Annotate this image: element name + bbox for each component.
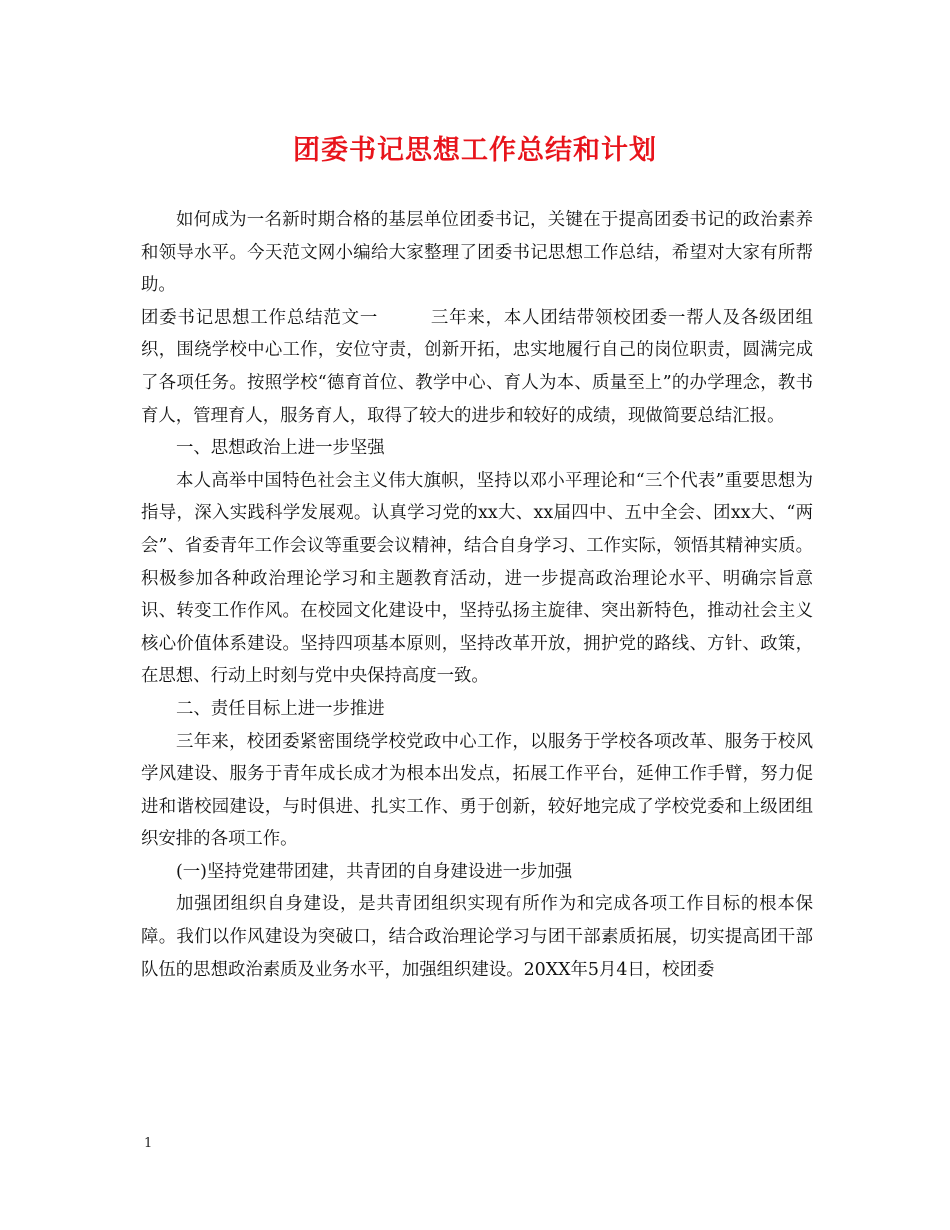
sample-paragraph (141, 302, 813, 432)
intro-paragraph: 如何成为一名新时期合格的基层单位团委书记，关键在于提高团委书记的政治素养和领导水平。今天范文网小编给大家整理了团委书记思想工作总结，希望对大家有所帮助。 (141, 210, 813, 296)
section-2-paragraph: 三年来，校团委紧密围绕学校党政中心工作，以服务于学校各项改革、服务于校风学风建设、服务于青年成长成才为根本出发点，拓展工作平台，延伸工作手臂，努力促进和谐校园建设，与时俱进、扎实工作、勇于创新，较好地完成了学校党委和上级团组织安排的各项工作。 (141, 731, 813, 850)
section-heading-1: 一、思想政治上进一步坚强 (176, 438, 385, 459)
section-1-paragraph: 本人高举中国特色社会主义伟大旗帜，坚持以邓小平理论和“三个代表”重要思想为指导，深入实践科学发展观。认真学习党的xx大、xx届四中、五中全会、团xx大、“两会”、省委青年工作会议等重要会议精神，结合自身学习、工作实际，领悟其精神实质。积极参加各种政治理论学习和主题教育活动，进一步提高政治理论水平、明确宗旨意识、转变工作作风。在校园文化建设中，坚持弘扬主旋律、突出新特色，推动社会主义核心价值体系建设。坚持四项基本原则，坚持改革开放，拥护党的路线、方针、政策，在思想、行动上时刻与党中央保持高度一致。 (141, 470, 813, 687)
subsection-1-paragraph: 加强团组织自身建设，是共青团组织实现有所作为和完成各项工作目标的根本保障。我们以作风建设为突破口，结合政治理论学习与团干部素质拓展，切实提高团干部队伍的思想政治素质及业务水平，加强组织建设。20XX年5月4日，校团委 (141, 894, 813, 980)
sample-paragraph-text: 三年来，本人团结带领校团委一帮人及各级团组织，围绕学校中心工作，安位守责，创新开拓，忠实地履行自己的岗位职责，圆满完成了各项任务。按照学校“德育首位、教学中心、育人为本、质量至上”的办学理念，教书育人，管理育人，服务育人，取得了较大的进步和较好的成绩，现做简要总结汇报。 (141, 307, 813, 426)
sample-heading: 团委书记思想工作总结范文一 (141, 307, 379, 328)
section-heading-2: 二、责任目标上进一步推进 (176, 698, 385, 719)
document-title: 团委书记思想工作总结和计划 (293, 135, 657, 166)
page-number: 1 (144, 1136, 153, 1151)
document-body (141, 204, 813, 986)
subsection-heading-1: (一)坚持党建带团建，共青团的自身建设进一步加强 (176, 861, 573, 882)
